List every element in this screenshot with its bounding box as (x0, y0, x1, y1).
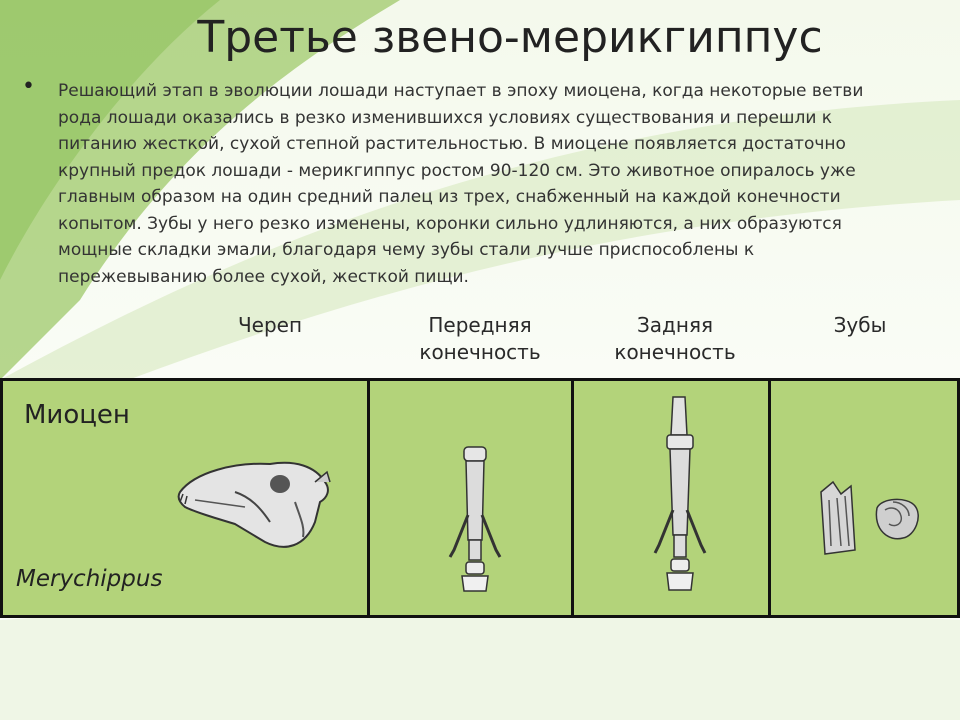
body-line: копытом. Зубы у него резко изменены, коронки сильно удлиняются, а них образуются (58, 213, 842, 234)
column-header-skull (210, 312, 330, 339)
body-line: пережевыванию более сухой, жесткой пищи. (58, 266, 469, 287)
bullet-marker: • (22, 74, 35, 99)
teeth-illustration (815, 480, 925, 560)
hindlimb-illustration (645, 395, 715, 600)
genus-label: Merychippus (16, 566, 163, 592)
body-paragraph (58, 78, 958, 290)
column-header-forelimb-line2: конечность (419, 340, 541, 364)
slide-title: Третье звено-мерикгиппус (197, 12, 823, 63)
body-line: главным образом на один средний палец из трех, снабженный на каждой конечности (58, 187, 841, 207)
skull-illustration (175, 452, 335, 562)
body-line: питанию жесткой, сухой степной растительностью. В миоцене появляется достаточно (58, 134, 846, 154)
column-header-teeth (800, 312, 920, 339)
body-line: Решающий этап в эволюции лошади наступает в эпоху миоцена, когда некоторые ветви (58, 81, 864, 101)
column-header-forelimb (390, 312, 570, 366)
body-line: рода лошади оказались в резко изменившихся условиях существования и перешли к (58, 107, 833, 128)
column-header-skull-label: Череп (237, 313, 303, 337)
forelimb-illustration (440, 445, 510, 600)
epoch-label: Миоцен (24, 400, 130, 430)
body-line: крупный предок лошади - мерикгиппус ростом 90-120 см. Это животное опиралось уже (58, 160, 856, 181)
column-header-hindlimb (585, 312, 765, 366)
column-header-hindlimb-line1: Задняя (636, 313, 714, 337)
column-header-forelimb-line1: Передняя (428, 313, 532, 337)
column-header-teeth-label: Зубы (833, 313, 887, 337)
column-header-hindlimb-line2: конечность (614, 340, 736, 364)
body-line: мощные складки эмали, благодаря чему зубы стали лучше приспособлены к (58, 240, 755, 260)
